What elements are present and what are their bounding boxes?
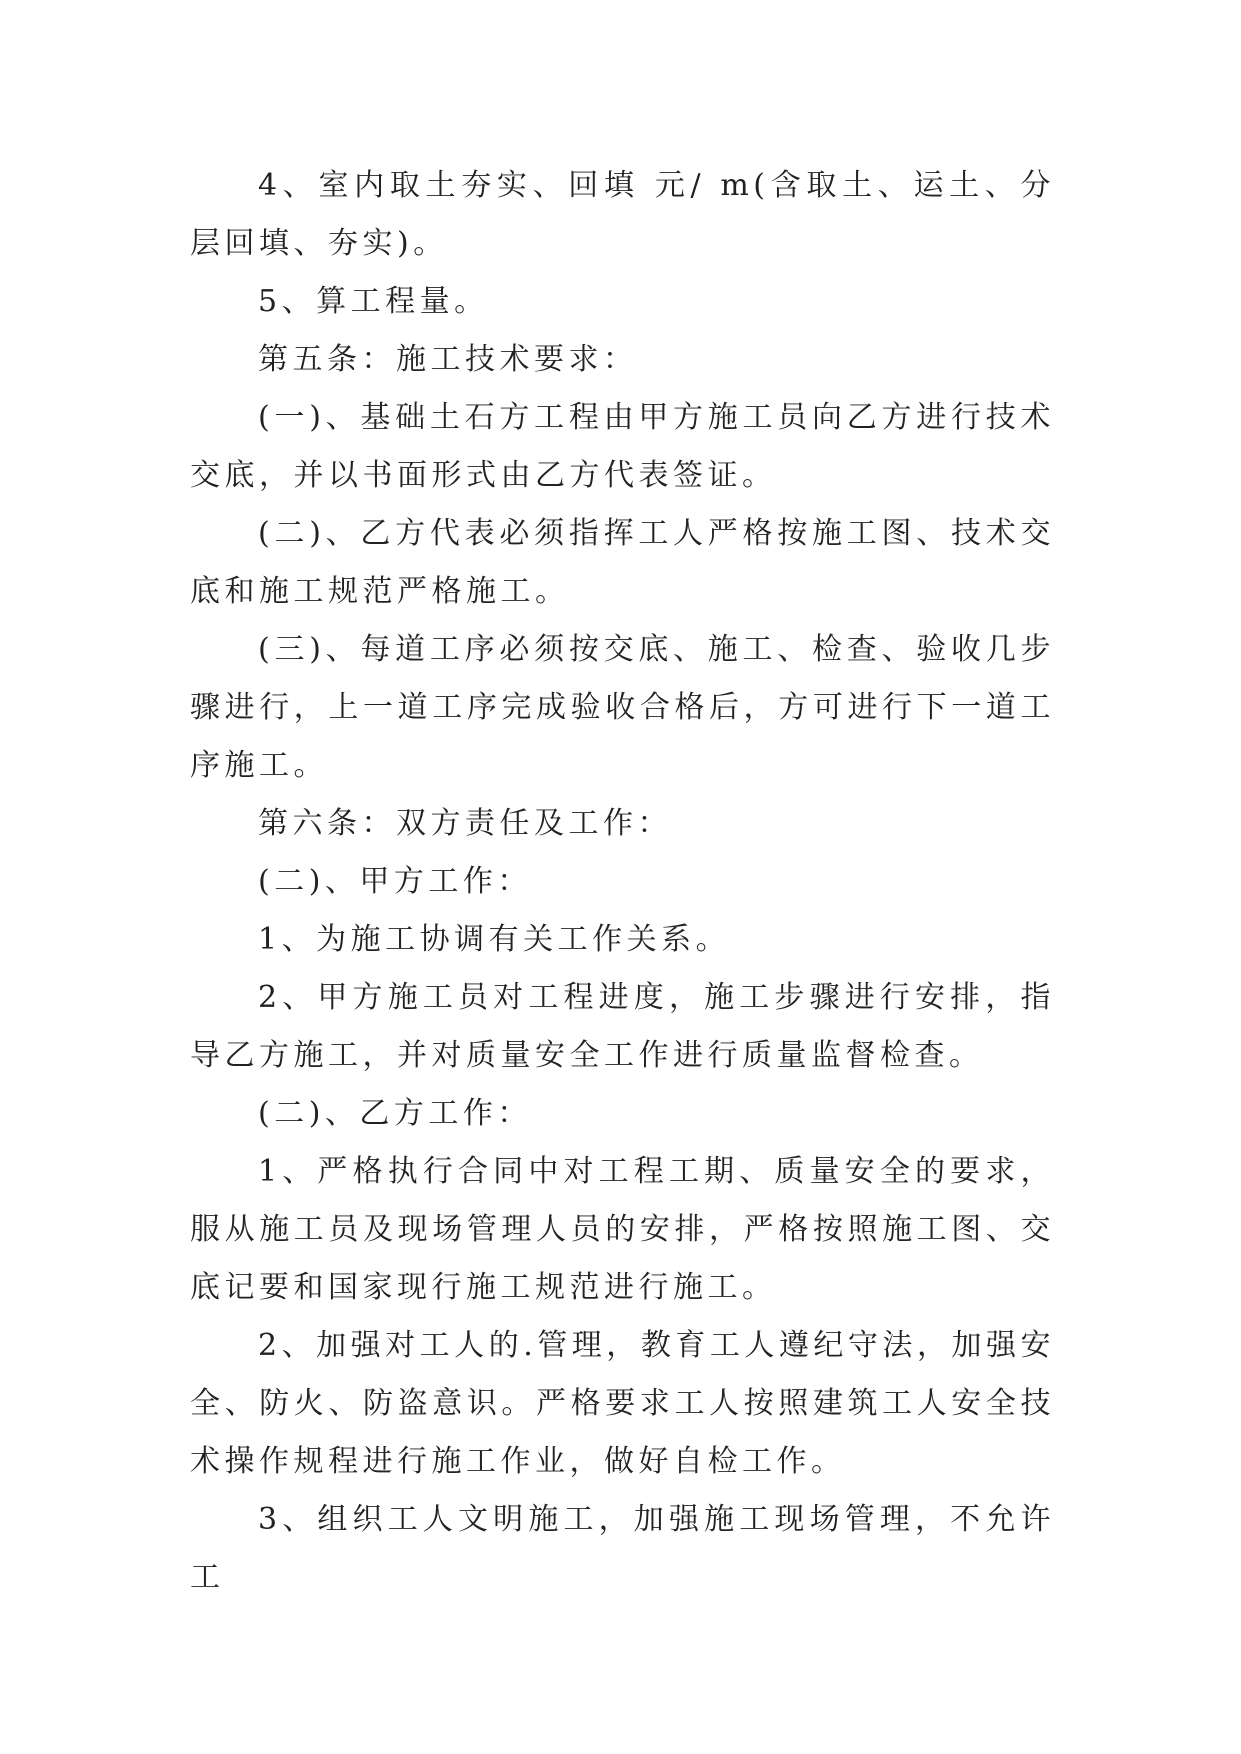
paragraph: (二)、乙方代表必须指挥工人严格按施工图、技术交底和施工规范严格施工。 bbox=[190, 516, 1055, 609]
paragraph: (三)、每道工序必须按交底、施工、检查、验收几步骤进行，上一道工序完成验收合格后，方可进行下一道工序施工。 bbox=[190, 632, 1055, 783]
paragraph: 5、算工程量。 bbox=[258, 284, 489, 319]
paragraph: 2、加强对工人的.管理，教育工人遵纪守法，加强安全、防火、防盗意识。严格要求工人按照建筑工人安全技术操作规程进行施工作业，做好自检工作。 bbox=[190, 1328, 1055, 1479]
section-heading: 第六条：双方责任及工作： bbox=[258, 806, 672, 841]
paragraph: (一)、基础土石方工程由甲方施工员向乙方进行技术交底，并以书面形式由乙方代表签证。 bbox=[190, 400, 1055, 493]
paragraph: 4、室内取土夯实、回填 元/ m(含取土、运土、分层回填、夯实)。 bbox=[190, 168, 1055, 261]
paragraph: 3、组织工人文明施工，加强施工现场管理，不允许工 bbox=[190, 1502, 1055, 1595]
paragraph: 2、甲方施工员对工程进度，施工步骤进行安排，指导乙方施工，并对质量安全工作进行质量监督检查。 bbox=[190, 980, 1055, 1073]
document-body bbox=[190, 157, 1055, 1607]
section-heading: 第五条：施工技术要求： bbox=[258, 342, 638, 377]
paragraph: 1、严格执行合同中对工程工期、质量安全的要求，服从施工员及现场管理人员的安排，严格按照施工图、交底记要和国家现行施工规范进行施工。 bbox=[190, 1154, 1055, 1305]
subsection-heading: (二)、甲方工作： bbox=[258, 864, 532, 899]
paragraph: 1、为施工协调有关工作关系。 bbox=[258, 922, 731, 957]
subsection-heading: (二)、乙方工作： bbox=[258, 1096, 532, 1131]
